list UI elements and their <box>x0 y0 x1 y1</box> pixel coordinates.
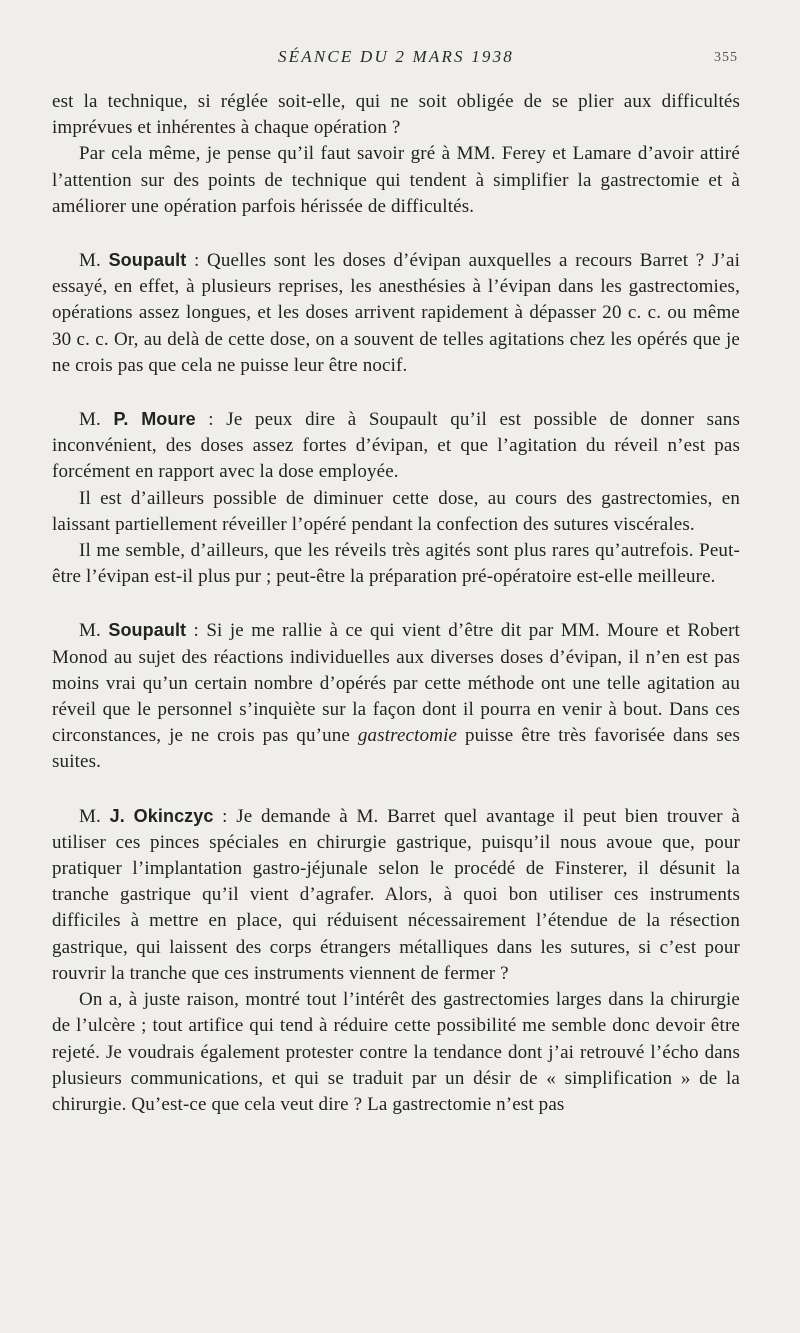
page-number: 355 <box>714 50 738 65</box>
speaker-title: M. <box>79 250 101 272</box>
paragraph-text: Par cela même, je pense qu’il faut savoir gré à MM. Ferey et Lamare d’avoir attiré l’attention sur des points de technique qui tendent à simplifier la gastrectomie et à améliorer une opération parfois hérissée de difficultés. <box>52 143 740 217</box>
paragraph-text: : Si je me rallie à ce qui vient d’être dit par MM. Moure et Robert Monod au sujet des réactions individuelles aux diverses doses d’évipan, il n’en est pas moins vrai qu’un certain nombre d’opérés par cette méthode ont une telle agitation au réveil que le personnel s’inquiète sur la façon dont il pourra en venir à bout. Dans ces circonstances, je ne crois pas qu’une <box>52 620 740 747</box>
paragraph-ferey-lamare <box>52 141 740 220</box>
page-body <box>52 89 740 1118</box>
speaker-name: P. Moure <box>113 409 196 430</box>
paragraph-text: : Quelles sont les doses d’évipan auxquelles a recours Barret ? J’ai essayé, en effet, à plusieurs reprises, les anesthésies à l’évipan dans les gastrectomies, opérations assez longues, et les doses arrivent rapidement à dépasser 20 c. c. ou même 30 c. c. Or, au delà de cette dose, on a souvent de telles agitations chez les opérés que je ne crois pas que cela ne puisse leur être nocif. <box>52 250 741 376</box>
paragraph-dose-reduction <box>52 486 740 538</box>
paragraph-text: Il me semble, d’ailleurs, que les réveils très agités sont plus rares qu’autrefois. Peut-être l’évipan est-il plus pur ; peut-être la préparation pré-opératoire est-elle meilleure. <box>52 540 740 588</box>
intervention-soupault-2 <box>52 617 740 775</box>
speaker-title: M. <box>79 620 101 642</box>
emphasized-word: gastrectomie <box>357 725 458 747</box>
paragraph-agitated-awakening <box>52 538 740 590</box>
paragraph-text: : Je peux dire à Soupault qu’il est possible de donner sans inconvénient, des doses assez fortes d’évipan, et que l’agitation du réveil n’est pas forcément en rapport avec la dose employée. <box>52 409 740 483</box>
running-title: SÉANCE DU 2 MARS 1938 <box>277 47 514 66</box>
paragraph-text: On a, à juste raison, montré tout l’intérêt des gastrectomies larges dans la chirurgie de l’ulcère ; tout artifice qui tend à réduire cette possibilité me semble donc devoir être rejeté. Je voudrais également protester contre la tendance dont j’ai retrouvé l’écho dans plusieurs communications, et qui se traduit par un désir de « simplification » de la chirurgie. Qu’est-ce que cela veut dire ? La gastrectomie n’est pas <box>52 989 740 1115</box>
paragraph-large-gastrectomies <box>52 987 740 1118</box>
speaker-title: M. <box>79 805 101 827</box>
paragraph-text: puisse être très favorisée dans ses suites. <box>52 725 740 773</box>
page-header <box>52 44 740 72</box>
intervention-okinczyc <box>52 803 740 987</box>
speaker-name: Soupault <box>108 250 187 271</box>
paragraph-text: est la technique, si réglée soit-elle, qui ne soit obligée de se plier aux difficultés imprévues et inhérentes à chaque opération ? <box>52 91 740 139</box>
speaker-name: Soupault <box>108 620 187 641</box>
speaker-name: J. Okinczyc <box>109 805 214 826</box>
paragraph-text: : Je demande à M. Barret quel avantage il peut bien trouver à utiliser ces pinces spéciales en chirurgie gastrique, puisqu’il nous avoue que, pour pratiquer l’implantation gastro-jéjunale selon le procédé de Finsterer, il désunit la tranche gastrique qu’il vient d’agrafer. Alors, à quoi bon utiliser ces instruments difficiles à mettre en place, qui réduisent nécessairement l’étendue de la résection gastrique, qui laissent des corps étrangers métalliques dans les sutures, si c’est pour rouvrir la tranche que ces instruments viennent de fermer ? <box>52 805 740 984</box>
intervention-soupault-1 <box>52 247 740 379</box>
paragraph-continuation <box>52 89 740 141</box>
speaker-title: M. <box>79 409 101 431</box>
intervention-moure <box>52 406 740 486</box>
paragraph-text: Il est d’ailleurs possible de diminuer cette dose, au cours des gastrectomies, en laissant partiellement réveiller l’opéré pendant la confection des sutures viscérales. <box>52 487 740 535</box>
